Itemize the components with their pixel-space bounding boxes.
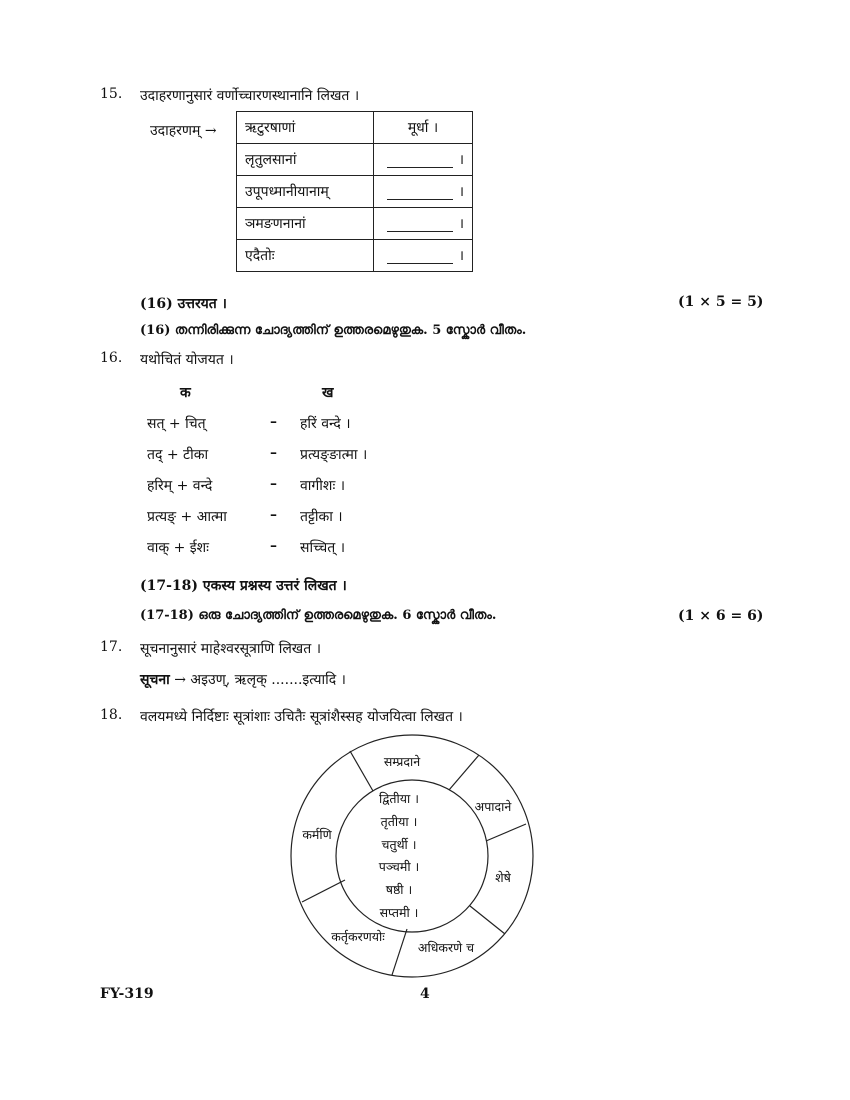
outer-sutra-sampradane: सम्प्रदाने	[383, 754, 421, 769]
outer-sutra-sheshe: शेषे	[495, 870, 511, 885]
q17-hint-text: → अइउण्, ऋलृक् .......इत्यादि ।	[174, 672, 346, 688]
q17-hint-label: सूचना	[140, 672, 170, 688]
q15-answer-blank[interactable]	[374, 176, 473, 208]
q16-item-a: वाक् + ईशः	[147, 540, 210, 556]
section17-18-malayalam: (17-18) ഒരു ചോദ്യത്തിന് ഉത്തരമെഴുതുക. 6 സ്കോർ വീതം.	[140, 608, 497, 623]
divider-line	[392, 929, 407, 975]
inner-case-item: द्वितीया ।	[379, 791, 419, 806]
q16-item-b: तट्टीका ।	[300, 509, 343, 525]
divider-line	[350, 751, 373, 791]
q18-ring-diagram	[286, 732, 538, 980]
q17-number: 17.	[100, 639, 123, 655]
q18-instruction: वलयमध्ये निर्दिष्टाः सूत्रांशाः उचितैः सूत्रांशैस्सह योजयित्वा लिखत ।	[140, 709, 463, 725]
divider-line	[470, 906, 505, 934]
page-number: 4	[420, 986, 430, 1002]
inner-case-item: षष्ठी ।	[385, 882, 413, 897]
table-row	[237, 240, 473, 272]
table-row	[237, 144, 473, 176]
q15-danda: ।	[458, 152, 464, 168]
q16-item-b: हरिं वन्दे ।	[300, 416, 351, 432]
section17-18-heading: (17-18) एकस्य प्रश्नस्य उत्तरं लिखत ।	[140, 578, 347, 594]
divider-line	[486, 824, 526, 841]
divider-line	[302, 880, 345, 902]
q15-sutra: एदैतोः	[237, 240, 374, 272]
q15-instruction: उदाहरणानुसारं वर्णोच्चारणस्थानानि लिखत ।	[140, 88, 360, 104]
q16-dash: –	[270, 507, 277, 523]
q16-dash: –	[270, 538, 277, 554]
q17-hint	[140, 670, 346, 689]
q16-number: 16.	[100, 350, 123, 366]
divider-line	[449, 755, 479, 790]
outer-sutra-kartrkaranayoh: कर्तृकरणयोः	[331, 929, 385, 944]
q16-item-b: वागीशः ।	[300, 478, 346, 494]
table-row	[237, 208, 473, 240]
q16-item-b: सच्चित् ।	[300, 540, 345, 556]
q16-item-a: तद् + टीका	[147, 447, 209, 463]
q16-item-b: प्रत्यङ्ङात्मा ।	[300, 447, 368, 463]
q16-dash: –	[270, 476, 277, 492]
q18-number: 18.	[100, 707, 123, 723]
q16-item-a: प्रत्यङ् + आत्मा	[147, 509, 227, 525]
inner-case-item: तृतीया ।	[380, 814, 418, 829]
q16-col-a-header: क	[180, 385, 191, 401]
q15-answer-blank[interactable]	[374, 144, 473, 176]
q16-instruction: यथोचितं योजयत ।	[140, 352, 234, 368]
q15-answer-blank[interactable]	[374, 240, 473, 272]
table-row	[237, 176, 473, 208]
q17-instruction: सूचनानुसारं माहेश्वरसूत्राणि लिखत ।	[140, 641, 321, 657]
outer-sutra-adhikarane: अधिकरणे च	[417, 940, 475, 955]
outer-sutra-karmani: कर्मणि	[302, 827, 332, 842]
q15-sutra: लृतुलसानां	[237, 144, 374, 176]
q15-sutra: ञमङणनानां	[237, 208, 374, 240]
section17-18-marks: (1 × 6 = 6)	[678, 608, 764, 624]
outer-circle	[291, 735, 533, 977]
q15-example-label: उदाहरणम् →	[150, 123, 217, 139]
q16-item-a: सत् + चित्	[147, 416, 206, 432]
footer-code: FY-319	[100, 986, 154, 1002]
inner-case-item: पञ्चमी ।	[378, 859, 420, 874]
outer-sutra-apadane: अपादाने	[474, 799, 512, 814]
q16-dash: –	[270, 414, 277, 430]
q15-answer-blank[interactable]	[374, 208, 473, 240]
q16-dash: –	[270, 445, 277, 461]
q15-table	[236, 111, 473, 272]
q16-item-a: हरिम् + वन्दे	[147, 478, 213, 494]
inner-case-item: सप्तमी ।	[379, 905, 419, 920]
section16-heading: (16) उत्तरयत ।	[140, 296, 227, 312]
section16-marks: (1 × 5 = 5)	[678, 294, 764, 310]
q15-danda: ।	[458, 248, 464, 264]
q15-answer: मूर्धा ।	[374, 112, 473, 144]
q15-number: 15.	[100, 86, 123, 102]
q15-sutra: ऋटुरषाणां	[237, 112, 374, 144]
inner-case-item: चतुर्थी ।	[381, 837, 417, 852]
section16-malayalam: (16) തന്നിരിക്കുന്ന ചോദ്യത്തിന് ഉത്തരമെഴുതുക. 5 സ്കോർ വീതം.	[140, 323, 527, 338]
q15-danda: ।	[458, 216, 464, 232]
q16-col-b-header: ख	[322, 385, 334, 401]
q15-danda: ।	[458, 184, 464, 200]
q15-sutra: उपूपध्मानीयानाम्	[237, 176, 374, 208]
table-row	[237, 112, 473, 144]
